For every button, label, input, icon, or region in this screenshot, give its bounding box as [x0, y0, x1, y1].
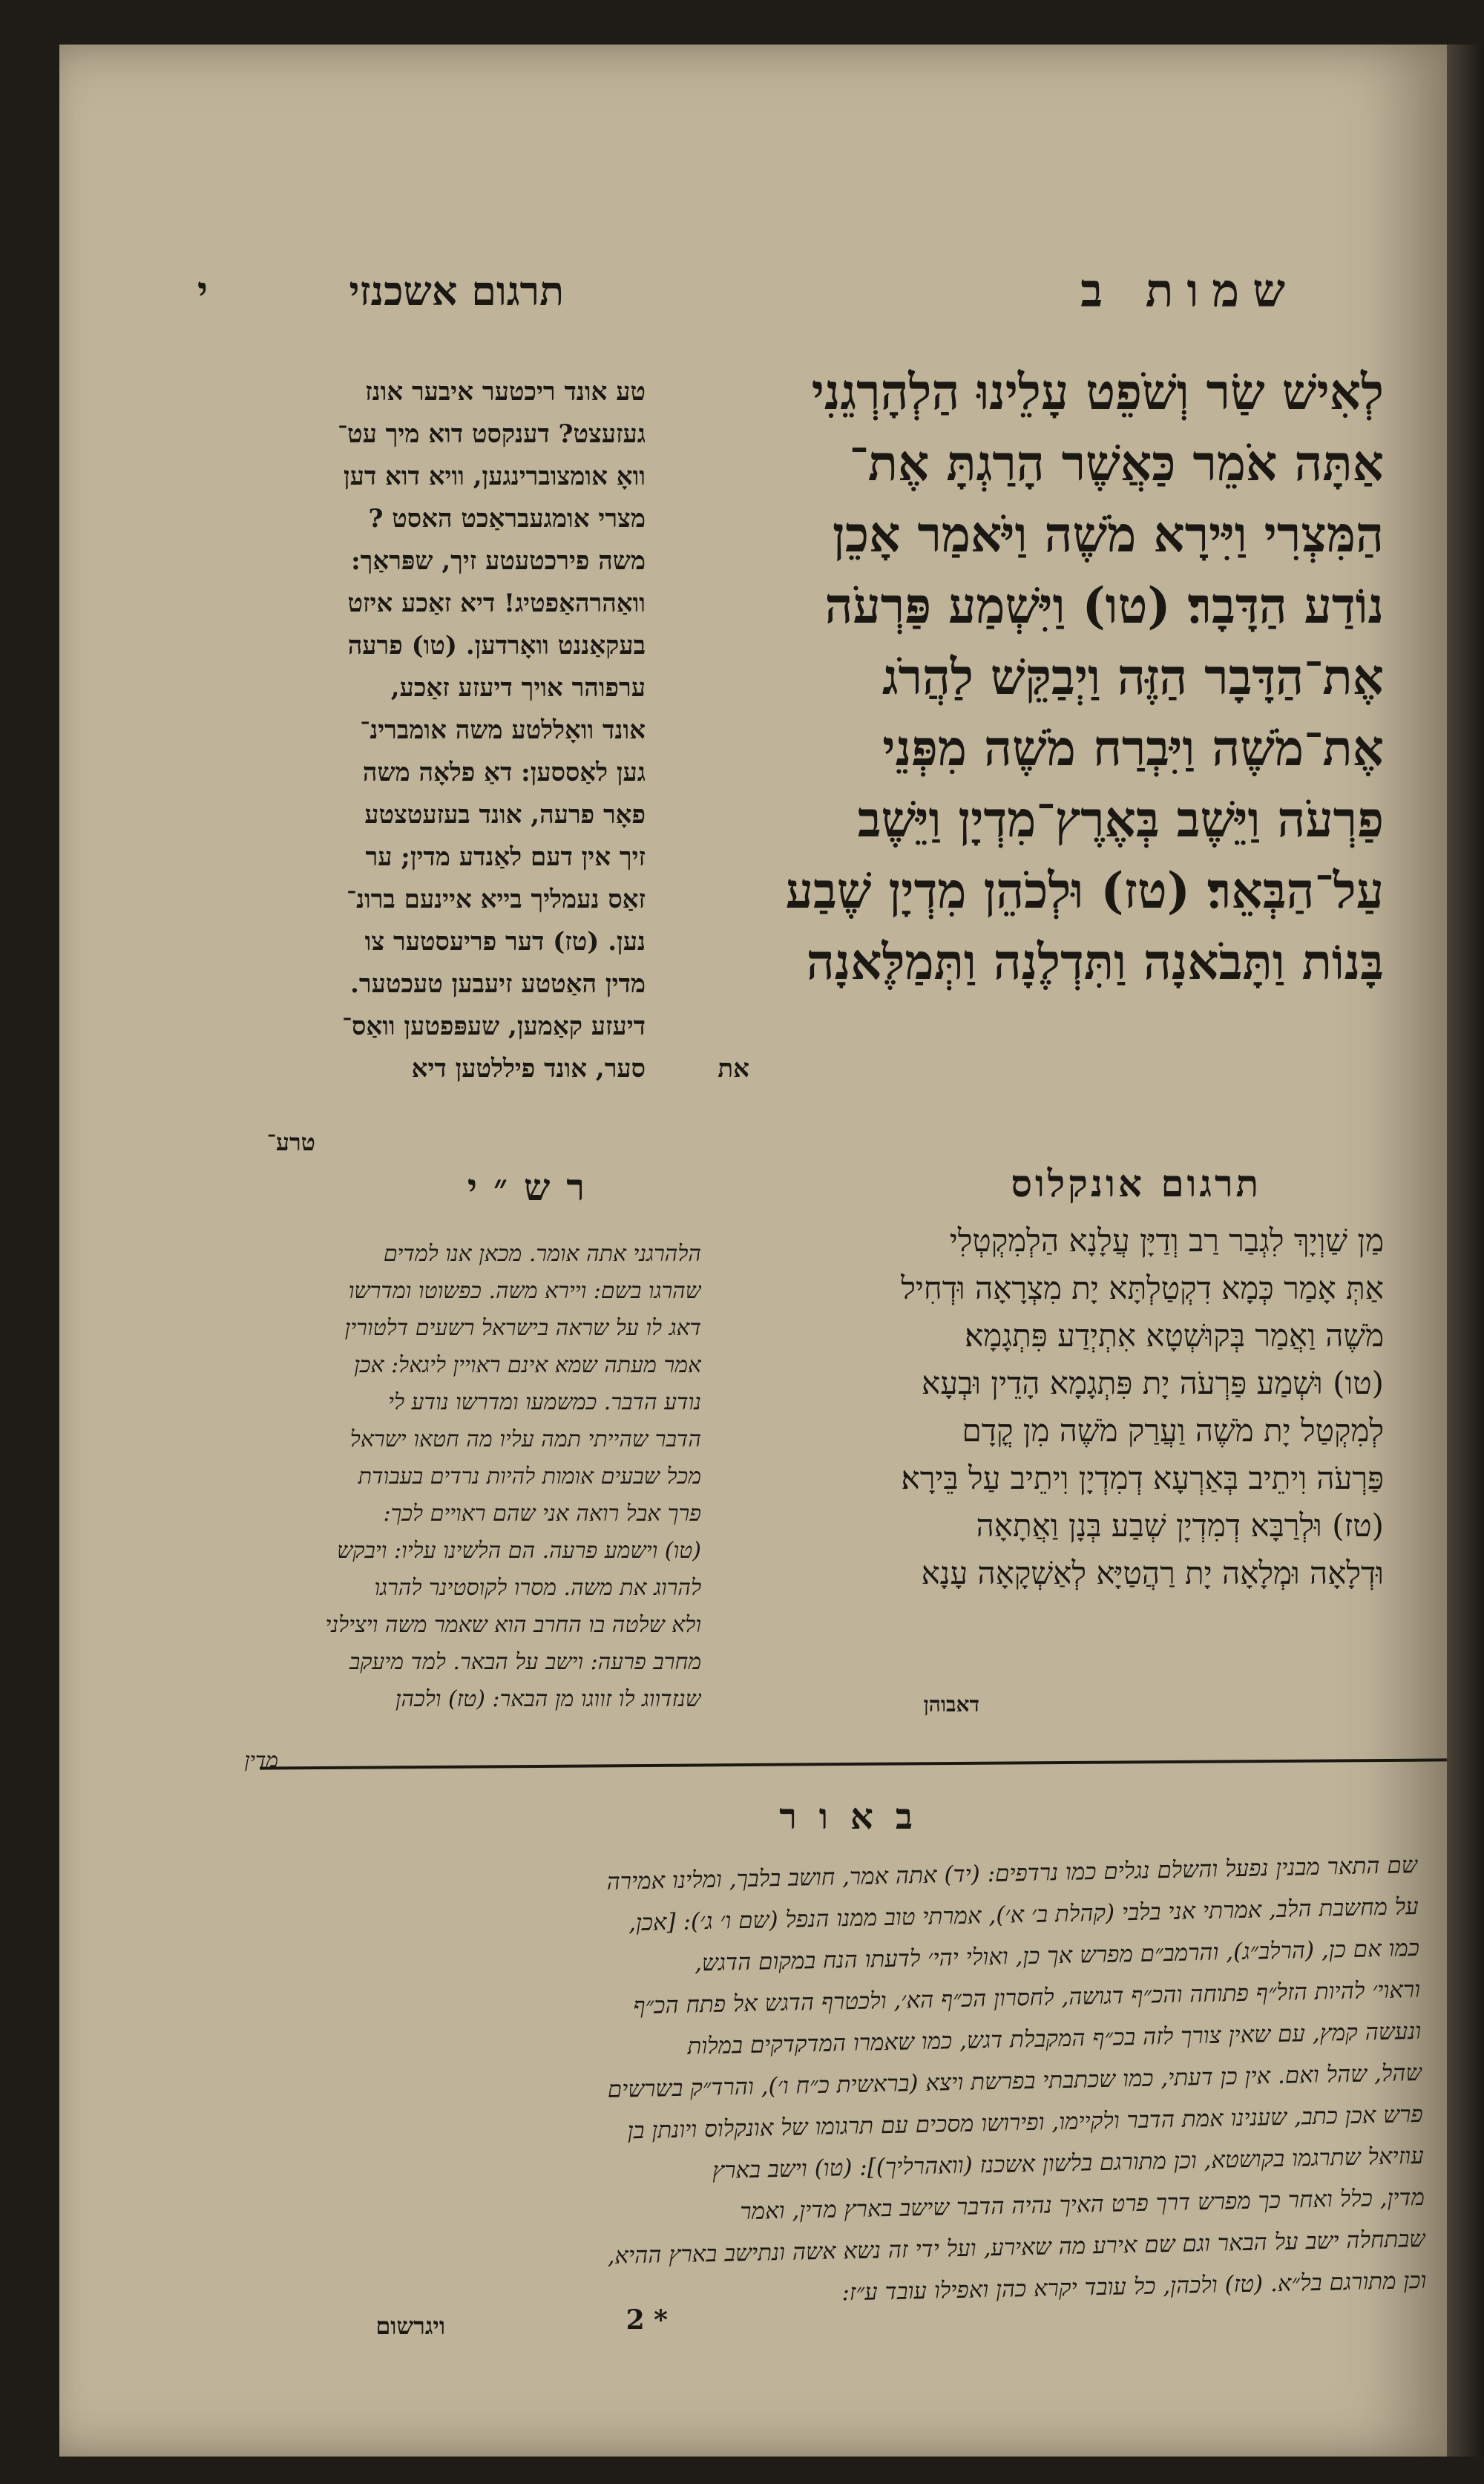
yiddish-line: אונד וואָללטע משה אומברינ־ [360, 715, 646, 745]
rashi-line: הלהרגני אתה אומר. מכאן אנו למדים [383, 1241, 701, 1267]
rashi-line: פרך אבל רואה אני שהם ראויים לכך: [383, 1501, 701, 1527]
yiddish-line: מדין האַטטע זיעבען טעכטער. [350, 969, 646, 999]
torah-line: אֶת־מֹשֶׁה וַיִּבְרַח מֹשֶׁה מִפְּנֵי [882, 719, 1384, 777]
onkelos-line: מֹשֶׁה וַאֲמַר בְּקוּשְׁטָא אִתְיְדַע פִּתְגָמָא׃ [965, 1317, 1384, 1354]
biur-line: ונעשה קמץ, עם שאין צורך לזה בכ״ף המקבלת דגש, כמו שאמרו המדקדקים במלות [686, 2017, 1422, 2060]
onkelos-line: אַתְּ אָמַר כְּמָא דִקְטַלְתָּא יָת מִצְרָאָה וּדְחִיל [901, 1270, 1384, 1306]
yiddish-line: ערפוהר אויך דיעזע זאַכע, [390, 673, 646, 703]
rashi-catchword: מדין [244, 1748, 278, 1772]
onkelos-line: (טו) וּשְׁמַע פַּרְעֹה יָת פִּתְגָמָא הָדֵין וּבְעָא [922, 1365, 1384, 1401]
biur-line: על מחשבת הלב, אמרתי אני בלבי (קהלת ב׳ א׳), אמרתי טוב ממנו הנפל (שם ו׳ ג׳): [אכן, [628, 1893, 1419, 1937]
onkelos-line: וּדְלָאָה וּמְלָאָה יָת רַהֲטַיָּא לְאַשְׁקָאָה עָנָא [921, 1555, 1384, 1591]
biur-line: וכן מתורגם בל״א. (טז) ולכהן, כל עובד יקרא כהן ואפילו עובד ע״ז: [841, 2267, 1427, 2307]
torah-line: אֶת־הַדָּבָר הַזֶּה וַיְבַקֵּשׁ לַהֲרֹג [881, 648, 1384, 706]
rashi-line: הדבר שהייתי תמה עליו מה חטאו ישראל [349, 1426, 701, 1452]
yiddish-line: וואָ אומצוברינגען, וויא דוא דען [343, 462, 646, 491]
rashi-line: נודע הדבר. כמשמעו ומדרשו נודע לי [388, 1389, 701, 1415]
rashi-line: להרוג את משה. מסרו לקוסטינר להרגו [374, 1575, 701, 1601]
book-page [59, 45, 1447, 2457]
rashi-title: רש״י [467, 1165, 601, 1209]
onkelos-text-block [738, 1217, 1384, 1597]
rashi-line: שהרגו בשם: ויירא משה. כפשוטו ומדרשו [348, 1278, 701, 1304]
yiddish-line: וואַהרהאַפטיג! דיא זאַכע איזט [347, 589, 646, 618]
rashi-line: ולא שלטה בו החרב הוא שאמר משה ויצילני [325, 1612, 701, 1638]
biur-line: שם התאר מבנין נפעל והשלם נגלים כמו נרדפים: (יד) אתה אמר, חושב בלבך, ומלינו אמירה [606, 1851, 1418, 1895]
torah-line: אַתָּה אֹמֵר כַּאֲשֶׁר הָרַגְתָּ אֶת־ [849, 434, 1384, 492]
onkelos-line: לְמִקְטַל יָת מֹשֶׁה וַעֲרַק מֹשֶׁה מִן קֳדָם [962, 1412, 1384, 1449]
onkelos-line: פַּרְעֹה וִיתֵיב בְּאַרְעָא דְמִדְיָן וִיתֵיב עַל בֵּירָא׃ [901, 1460, 1384, 1496]
rashi-line: (טו) וישמע פרעה. הם הלשינו עליו: ויבקש [337, 1538, 701, 1564]
torah-catchword: את [718, 1054, 749, 1084]
rashi-line: דאג לו על שראה בישראל רשעים דלטורין [344, 1315, 701, 1341]
torah-line: בָּנוֹת וַתָּבֹאנָה וַתִּדְלֶנָה וַתְּמַלֶּאנָה [806, 933, 1384, 991]
rashi-line: מחרב פרעה: וישב על הבאר. למד מיעקב [349, 1649, 701, 1675]
yiddish-line: בעקאַננט וואָרדען. (טו) פרעה [347, 631, 646, 661]
onkelos-title: תרגום אונקלוס [1011, 1161, 1261, 1205]
biur-line: מדין, כלל ואחר כך מפרש דרך פרט האיך נהיה הדבר שישב בארץ מדין, ואמר [740, 2183, 1425, 2226]
yiddish-line: נען. (טז) דער פריעסטער צו [364, 927, 646, 957]
yiddish-line: סער, אונד פיללטען דיא [411, 1054, 646, 1084]
footer-catchword: ויגרשום [375, 2312, 445, 2340]
biur-line: וראוי׳ להיות הזל״ף פתוחה והכ״ף דגושה, לחסרון הכ״ף הא׳, ולכטרף הדגש אל פתח הכ״ף [633, 1976, 1421, 2020]
rashi-text-block [208, 1236, 701, 1718]
sheet-signature-mark: 2 * [626, 2304, 668, 2336]
onkelos-line: מַן שַׁוְיָךְ לִגְבַר רַב וְדַיָּן עֲלָנָא הַלְמִקְטְלִי [949, 1222, 1384, 1259]
binding-edge [1447, 45, 1484, 2457]
yiddish-line: געזעצט? דענקסט דוא מיך עט־ [338, 419, 646, 449]
section-divider [260, 1758, 1447, 1769]
yiddish-line: דיעזע קאַמען, שעפּפטען וואַס־ [342, 1012, 646, 1041]
torah-line: לְאִישׁ שַׂר וְשֹׁפֵט עָלֵינוּ הַלְהָרְגֵנִי [811, 363, 1384, 421]
yiddish-line: משה פירכטעטע זיך, שפּראַך: [351, 546, 646, 576]
page-number: י [197, 267, 208, 315]
yiddish-translation-block [208, 371, 646, 1090]
rashi-line: אמר מעתה שמא אינם ראויין ליגאל: אכן [354, 1352, 701, 1378]
torah-line: הַמִּצְרִי וַיִּירָא מֹשֶׁה וַיֹּאמַר אָכֵן [833, 505, 1384, 563]
yiddish-line: מצרי אומגעבראַכט האסט ? [368, 504, 646, 534]
biur-line: שהל, שהל ואם. אין כן דעתי, כמו שכתבתי בפרשת ויצא (בראשית כ״ח ו׳), והרד״ק בשרשים [607, 2059, 1422, 2103]
biur-line: עוזיאל שתרגמו בקושטא, וכן מתורגם בלשון אשכנז (וואהרליך)]: (טו) וישב בארץ [712, 2142, 1425, 2184]
onkelos-catchword: דאבוהן [923, 1692, 979, 1717]
yiddish-line: פאָר פרעה, אונד בעזעטצטע [364, 800, 646, 830]
biur-title: באור [779, 1796, 935, 1838]
yiddish-line: זיך אין דעם לאַנדע מדין; ער [365, 842, 646, 872]
onkelos-line: (טז) וּלְרַבָּא דְמִדְיָן שְׁבַע בְּנָן וַאֲתָאָה [976, 1507, 1384, 1544]
translation-column-title: תרגום אשכנזי [349, 267, 564, 315]
biur-line: פרש אכן כתב, שענינו אמת הדבר ולקיימו, ופירושו מסכים עם תרגומו של אונקלוס ויונתן בן [627, 2100, 1423, 2145]
rashi-line: מכל שבעים אומות להיות נרדים בעבודת [358, 1464, 701, 1490]
rashi-line: שנזדווג לו זווגו מן הבאר: (טז) ולכהן [395, 1686, 701, 1712]
torah-line: עַל־הַבְּאֵר׃ (טז) וּלְכֹהֵן מִדְיָן שֶׁבַע [785, 862, 1384, 920]
page-header-title: שמות ב [1080, 263, 1298, 318]
torah-text-block [705, 356, 1384, 997]
yiddish-line: זאַס נעמליך בייא איינעם ברונ־ [346, 885, 646, 914]
biur-line: כמו אם כן, (הרלב״ג), והרמב״ם מפרש אך כן, ואולי יהי׳ לדעתו הנח במקום הדגש, [694, 1934, 1420, 1977]
yiddish-line: גען לאַססען: דאַ פלאָה משה [362, 758, 646, 787]
yiddish-line: טע אונד ריכטער איבער אונז [365, 377, 646, 407]
biur-text-block [141, 1844, 1427, 2328]
yiddish-catchword: טרע־ [266, 1128, 315, 1156]
torah-line: נוֹדַע הַדָּבָר׃ (טו) וַיִּשְׁמַע פַּרְעֹה [824, 577, 1384, 635]
torah-line: פַרְעֹה וַיֵּשֶׁב בְּאֶרֶץ־מִדְיָן וַיֵּשֶׁב [857, 790, 1384, 848]
biur-line: שבתחלה ישב על הבאר וגם שם אירע מה שאירע, ועל ידי זה נשא אשה ונתישב בארץ ההיא, [607, 2225, 1426, 2270]
